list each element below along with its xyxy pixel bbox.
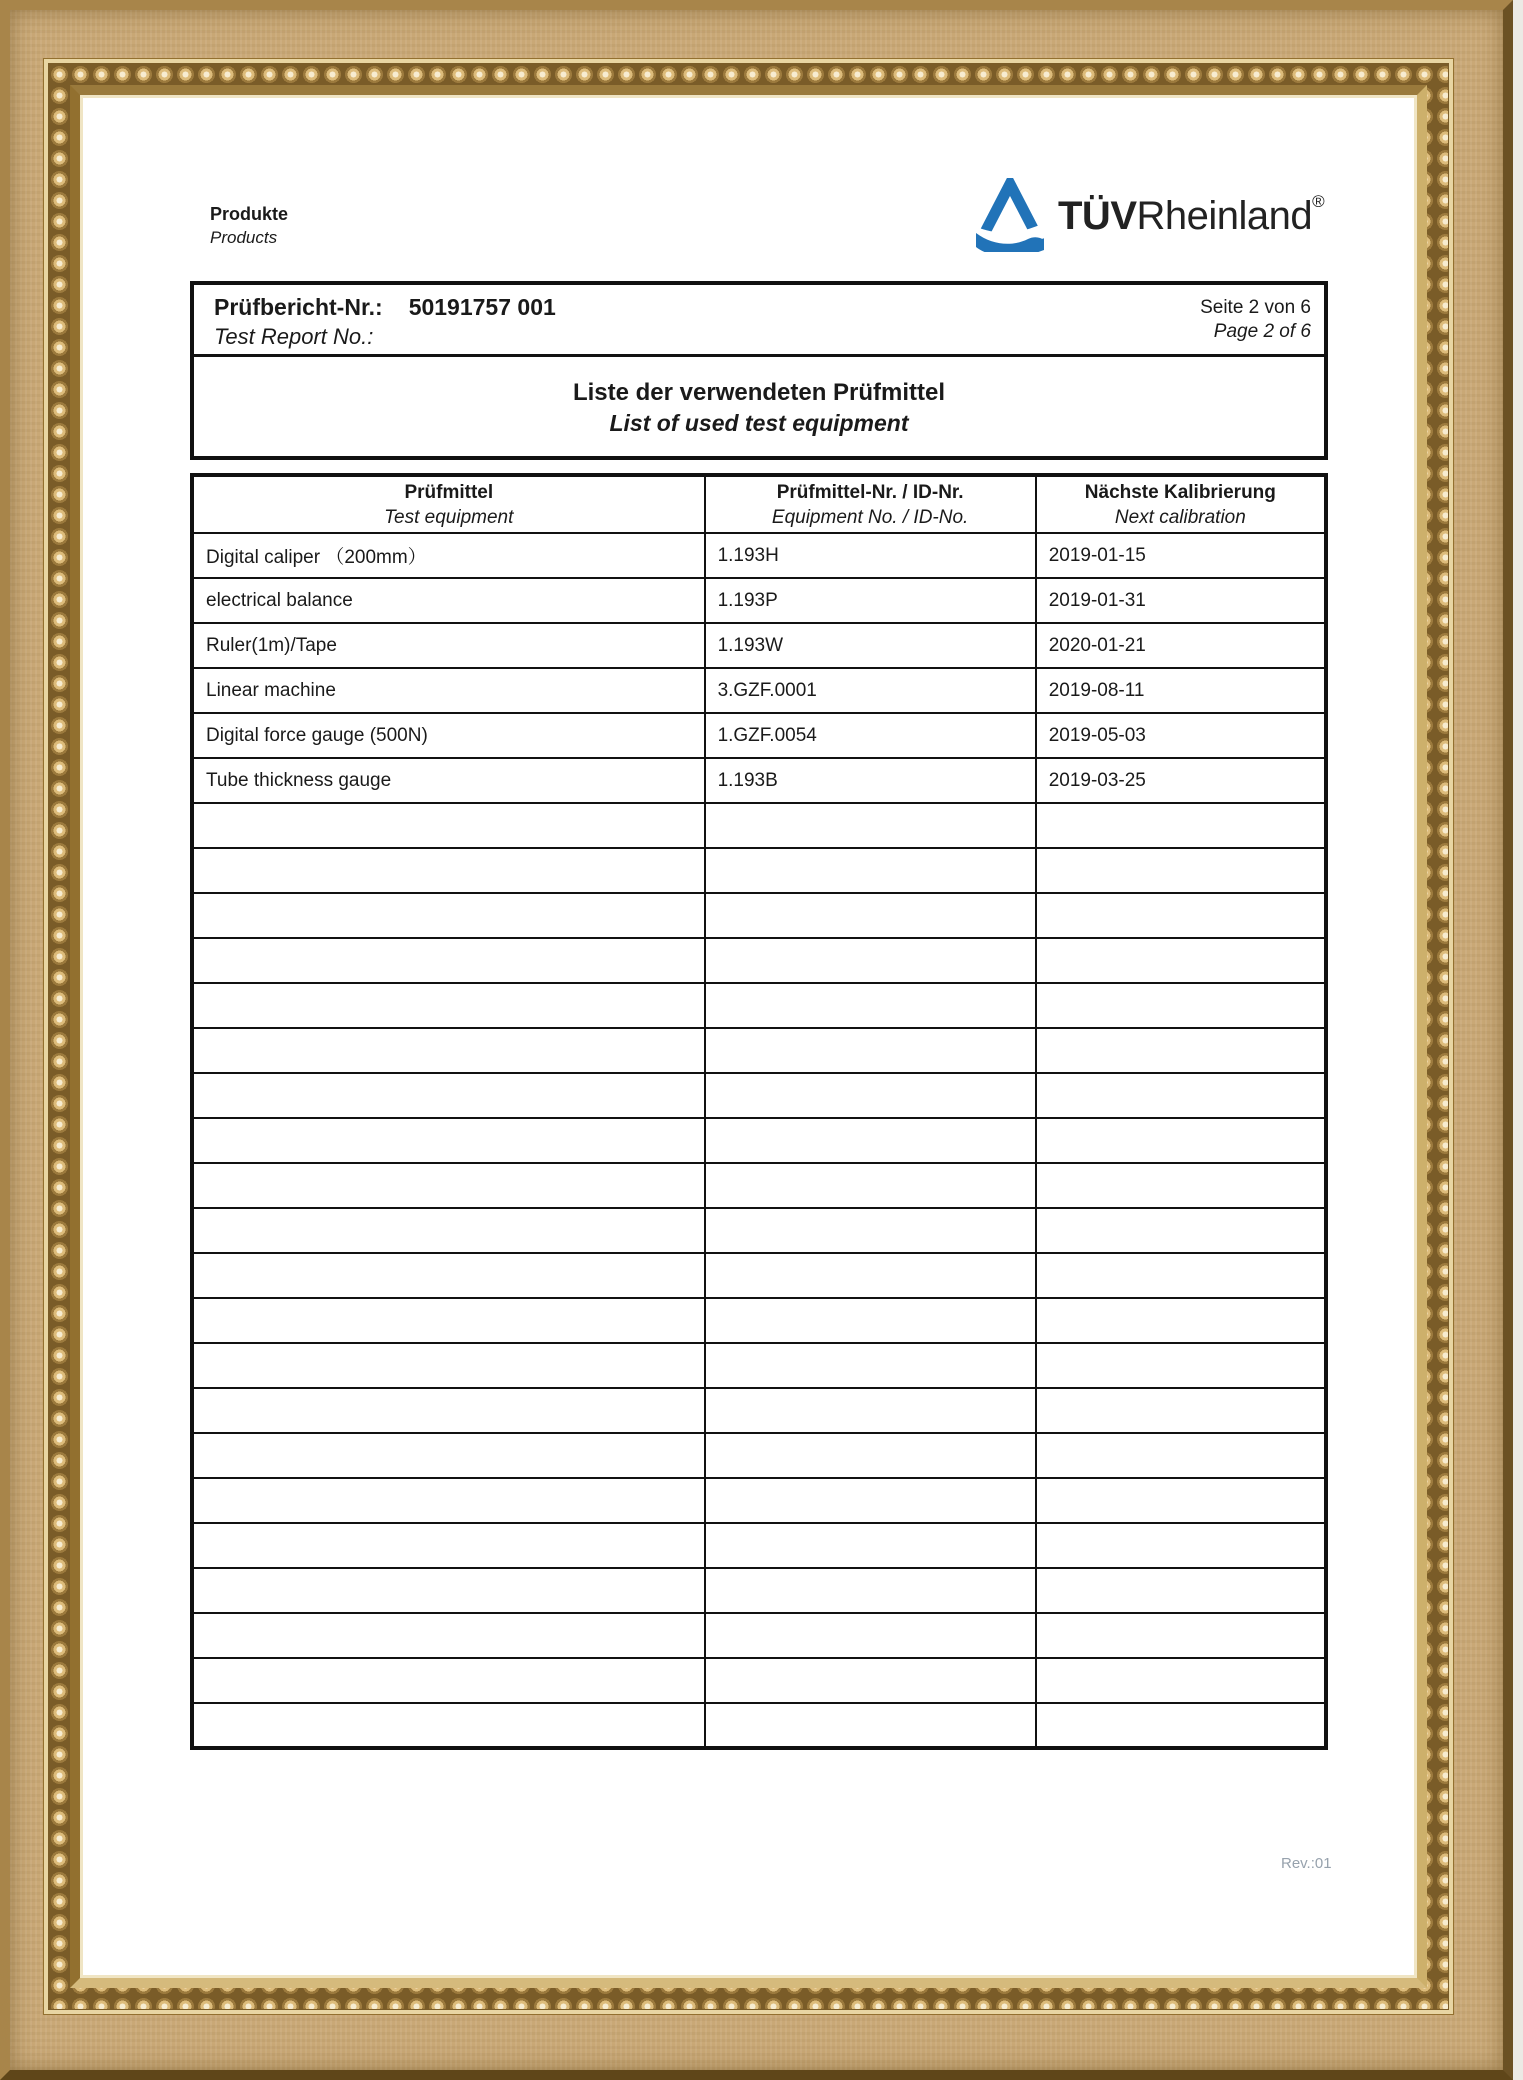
report-number-section bbox=[194, 285, 1324, 357]
table-row bbox=[192, 713, 1326, 758]
table-cell bbox=[1036, 1253, 1326, 1298]
page-info-de: Seite 2 von 6 bbox=[1200, 297, 1311, 318]
table-cell bbox=[1036, 1388, 1326, 1433]
frame-inner-slope bbox=[70, 85, 1427, 1988]
table-row-empty bbox=[192, 1343, 1326, 1388]
table-row-empty bbox=[192, 1613, 1326, 1658]
table-row bbox=[192, 578, 1326, 623]
table-cell bbox=[705, 1253, 1036, 1298]
registered-mark: ® bbox=[1312, 191, 1325, 211]
table-cell bbox=[705, 1298, 1036, 1343]
table-row-empty bbox=[192, 1658, 1326, 1703]
table-cell bbox=[192, 1658, 705, 1703]
table-cell bbox=[1036, 1658, 1326, 1703]
logo-text-tuv: TÜV bbox=[1058, 193, 1137, 238]
table-cell bbox=[192, 803, 705, 848]
table-cell bbox=[1036, 1343, 1326, 1388]
table-cell: 3.GZF.0001 bbox=[705, 668, 1036, 713]
table-cell bbox=[705, 1433, 1036, 1478]
document-title-block bbox=[194, 357, 1324, 438]
page-info-block bbox=[1200, 294, 1311, 354]
table-cell: electrical balance bbox=[192, 578, 705, 623]
table-row bbox=[192, 533, 1326, 578]
table-row-empty bbox=[192, 1073, 1326, 1118]
table-cell bbox=[192, 848, 705, 893]
table-cell bbox=[1036, 938, 1326, 983]
table-cell bbox=[705, 983, 1036, 1028]
logo-wordmark bbox=[1058, 192, 1324, 239]
table-cell bbox=[1036, 1568, 1326, 1613]
column-header: Nächste Kalibrierung Next calibration bbox=[1036, 475, 1326, 533]
table-cell bbox=[192, 1028, 705, 1073]
table-row-empty bbox=[192, 1118, 1326, 1163]
table-cell: 2019-05-03 bbox=[1036, 713, 1326, 758]
table-cell bbox=[1036, 1523, 1326, 1568]
table-cell bbox=[1036, 983, 1326, 1028]
table-cell bbox=[705, 1658, 1036, 1703]
table-cell bbox=[1036, 1613, 1326, 1658]
table-cell bbox=[705, 848, 1036, 893]
table-cell bbox=[1036, 848, 1326, 893]
table-cell: 1.193W bbox=[705, 623, 1036, 668]
table-cell bbox=[705, 1028, 1036, 1073]
table-cell: 2019-03-25 bbox=[1036, 758, 1326, 803]
table-row-empty bbox=[192, 848, 1326, 893]
table-cell bbox=[192, 1298, 705, 1343]
table-cell bbox=[705, 1118, 1036, 1163]
table-cell bbox=[705, 1613, 1036, 1658]
table-cell bbox=[192, 1073, 705, 1118]
table-row-empty bbox=[192, 893, 1326, 938]
table-cell bbox=[705, 1478, 1036, 1523]
table-row-empty bbox=[192, 1523, 1326, 1568]
column-header: Prüfmittel Test equipment bbox=[192, 475, 705, 533]
table-cell bbox=[705, 1523, 1036, 1568]
table-row bbox=[192, 668, 1326, 713]
frame-ridge bbox=[43, 58, 1454, 2015]
table-row-empty bbox=[192, 1298, 1326, 1343]
table-cell: 1.GZF.0054 bbox=[705, 713, 1036, 758]
table-cell: Digital caliper （200mm） bbox=[192, 533, 705, 578]
table-cell bbox=[192, 1118, 705, 1163]
report-number-block bbox=[214, 294, 556, 354]
table-row bbox=[192, 623, 1326, 668]
table-cell: 2019-01-31 bbox=[1036, 578, 1326, 623]
table-row-empty bbox=[192, 1253, 1326, 1298]
table-row-empty bbox=[192, 983, 1326, 1028]
table-cell bbox=[705, 1568, 1036, 1613]
table-cell bbox=[1036, 1703, 1326, 1748]
table-cell bbox=[705, 938, 1036, 983]
product-label-block bbox=[210, 203, 288, 249]
table-row-empty bbox=[192, 803, 1326, 848]
frame-band bbox=[10, 10, 1503, 2070]
product-label-en: Products bbox=[210, 228, 278, 247]
tuv-triangle-icon bbox=[976, 178, 1044, 252]
page-title-en: List of used test equipment bbox=[609, 410, 909, 436]
table-cell: 1.193B bbox=[705, 758, 1036, 803]
table-cell bbox=[1036, 1433, 1326, 1478]
table-cell bbox=[1036, 893, 1326, 938]
table-cell: 1.193H bbox=[705, 533, 1036, 578]
product-label-de: Produkte bbox=[210, 204, 289, 224]
table-cell bbox=[705, 893, 1036, 938]
table-cell bbox=[192, 1253, 705, 1298]
table-cell bbox=[192, 1433, 705, 1478]
table-cell: 2019-08-11 bbox=[1036, 668, 1326, 713]
table-cell bbox=[1036, 803, 1326, 848]
report-no-label-en: Test Report No.: bbox=[214, 324, 374, 349]
table-header-row bbox=[192, 475, 1326, 533]
table-cell bbox=[1036, 1028, 1326, 1073]
table-cell: Digital force gauge (500N) bbox=[192, 713, 705, 758]
table-row-empty bbox=[192, 1208, 1326, 1253]
table-cell bbox=[192, 983, 705, 1028]
table-cell bbox=[1036, 1478, 1326, 1523]
table-cell: 2019-01-15 bbox=[1036, 533, 1326, 578]
table-cell bbox=[705, 1208, 1036, 1253]
table-cell bbox=[1036, 1208, 1326, 1253]
table-cell bbox=[1036, 1073, 1326, 1118]
table-row-empty bbox=[192, 1703, 1326, 1748]
table-row-empty bbox=[192, 1568, 1326, 1613]
revision-label: Rev.:01 bbox=[1281, 1855, 1332, 1872]
table-cell bbox=[1036, 1118, 1326, 1163]
table-cell bbox=[192, 1163, 705, 1208]
table-cell bbox=[192, 1613, 705, 1658]
table-cell bbox=[192, 893, 705, 938]
table-row-empty bbox=[192, 1388, 1326, 1433]
page-title: Liste der verwendeten Prüfmittel bbox=[572, 379, 946, 406]
table-cell bbox=[705, 803, 1036, 848]
page-info-en: Page 2 of 6 bbox=[1213, 321, 1311, 342]
table-row-empty bbox=[192, 1433, 1326, 1478]
report-no-value: 50191757 001 bbox=[408, 294, 556, 320]
table-cell bbox=[705, 1388, 1036, 1433]
table-cell: 1.193P bbox=[705, 578, 1036, 623]
table-cell: 2020-01-21 bbox=[1036, 623, 1326, 668]
table-cell bbox=[705, 1343, 1036, 1388]
table-cell bbox=[705, 1703, 1036, 1748]
table-row-empty bbox=[192, 1028, 1326, 1073]
table-cell bbox=[705, 1163, 1036, 1208]
report-no-label-de: Prüfbericht-Nr.: bbox=[214, 294, 383, 320]
table-row-empty bbox=[192, 1478, 1326, 1523]
table-row bbox=[192, 758, 1326, 803]
report-header-box bbox=[190, 281, 1328, 460]
table-cell bbox=[192, 1208, 705, 1253]
logo-text-rheinland: Rheinland bbox=[1136, 193, 1313, 238]
column-header: Prüfmittel-Nr. / ID-Nr. Equipment No. / ID-No. bbox=[705, 475, 1036, 533]
table-cell bbox=[192, 1388, 705, 1433]
table-cell bbox=[1036, 1163, 1326, 1208]
table-row-empty bbox=[192, 938, 1326, 983]
table-cell bbox=[1036, 1298, 1326, 1343]
table-cell bbox=[192, 1478, 705, 1523]
table-cell bbox=[192, 938, 705, 983]
table-cell bbox=[192, 1568, 705, 1613]
document-page bbox=[83, 98, 1414, 1975]
tuv-rheinland-logo bbox=[976, 178, 1324, 252]
equipment-table bbox=[190, 473, 1328, 1750]
table-cell bbox=[192, 1343, 705, 1388]
table-cell bbox=[192, 1523, 705, 1568]
table-cell: Linear machine bbox=[192, 668, 705, 713]
table-row-empty bbox=[192, 1163, 1326, 1208]
table-cell: Tube thickness gauge bbox=[192, 758, 705, 803]
report-number-line bbox=[214, 294, 556, 321]
frame-bead-row bbox=[48, 63, 1449, 2010]
table-cell bbox=[192, 1703, 705, 1748]
table-cell: Ruler(1m)/Tape bbox=[192, 623, 705, 668]
table-cell bbox=[705, 1073, 1036, 1118]
